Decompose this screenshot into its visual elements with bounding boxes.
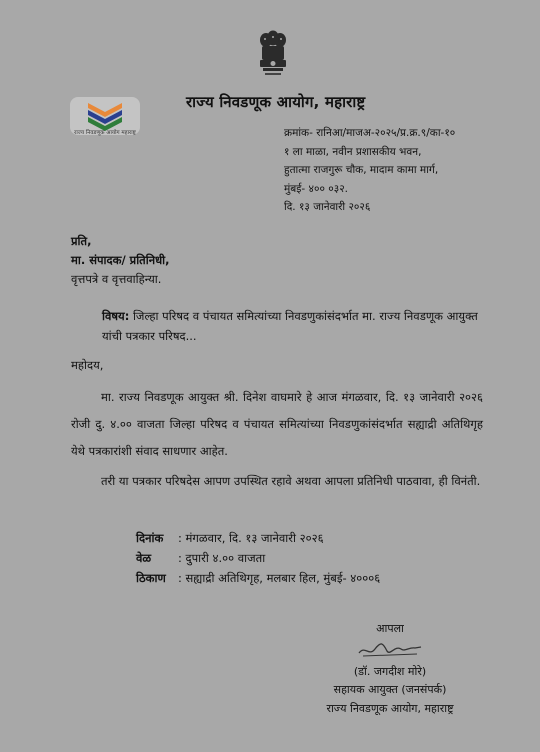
body-paragraph-2: [71, 468, 483, 495]
detail-row-date: [136, 528, 380, 548]
reference-block: [284, 124, 455, 217]
detail-key: दिनांक: [136, 531, 164, 545]
address-line-3: मुंबई- ४०० ०३२.: [284, 182, 348, 195]
handwritten-signature-icon: [355, 639, 425, 661]
address-line-1: १ ला माळा, नवीन प्रशासकीय भवन,: [284, 145, 422, 158]
organization-title: राज्य निवडणूक आयोग, महाराष्ट्र: [186, 93, 366, 111]
subject-text: जिल्हा परिषद व पंचायत समित्यांच्या निवडणुकांसंदर्भात मा. राज्य निवडणूक आयुक्त यांची पत्रकार परिषद...: [102, 309, 478, 343]
subject-label: विषय:: [102, 309, 130, 323]
signatory-name: (डॉ. जगदीश मोरे): [353, 664, 427, 678]
detail-row-time: [136, 548, 380, 568]
signatory-org: राज्य निवडणूक आयोग, महाराष्ट्र: [326, 701, 454, 715]
body-paragraph-1: [71, 384, 483, 465]
paragraph-1-text: मा. राज्य निवडणूक आयुक्त श्री. दिनेश वाघमारे हे आज मंगळवार, दि. १३ जानेवारी २०२६ रोजी दु. ४.०० वाजता जिल्हा परिषद व पंचायत समित्यांच्या निवडणुकांसंदर्भात सह्याद्री अतिथिगृह येथे पत्रकारांशी संवाद साधणार आहेत.: [71, 390, 483, 458]
event-details: [136, 528, 380, 588]
detail-value: : मंगळवार, दि. १३ जानेवारी २०२६: [178, 531, 324, 545]
subject-line: [102, 306, 492, 346]
closing: आपला: [376, 622, 404, 635]
reference-number: क्रमांक- रानिआ/माजअ-२०२५/प्र.क्र.९/का-१०: [284, 127, 456, 139]
detail-value: : सह्याद्री अतिथिगृह, मलबार हिल, मुंबई- ४०००६: [178, 571, 381, 585]
national-emblem-icon: [256, 30, 290, 86]
letter-date: दि. १३ जानेवारी २०२६: [284, 201, 371, 213]
address-line-2: हुतात्मा राजगुरू चौक, मादाम कामा मार्ग,: [284, 164, 439, 176]
detail-row-venue: [136, 568, 380, 588]
recipient-name: मा. संपादक/ प्रतिनिधी,: [71, 253, 170, 267]
recipient-org: वृत्तपत्रे व वृत्तवाहिन्या.: [71, 272, 162, 286]
paragraph-2-text: तरी या पत्रकार परिषदेस आपण उपस्थित रहावे अथवा आपला प्रतिनिधी पाठवावा, ही विनंती.: [101, 474, 481, 488]
signatory-designation: सहायक आयुक्त (जनसंपर्क): [333, 683, 447, 696]
detail-key: ठिकाण: [136, 571, 166, 585]
signature-block: [300, 620, 480, 718]
sec-logo-icon: [70, 97, 140, 145]
detail-key: वेळ: [136, 551, 152, 565]
detail-value: : दुपारी ४.०० वाजता: [178, 551, 266, 565]
to-label: प्रति,: [71, 234, 92, 248]
recipient-block: [71, 232, 170, 289]
logo-caption: राज्य निवडणूक आयोग महाराष्ट्र: [74, 130, 136, 136]
salutation: महोदय,: [71, 358, 104, 372]
